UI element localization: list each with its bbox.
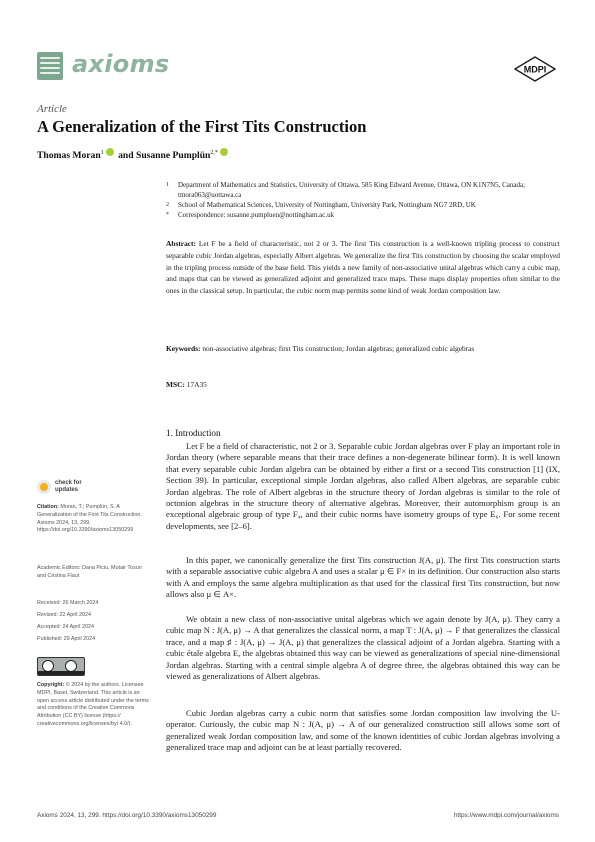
author-name[interactable]: Susanne Pumplün — [135, 150, 211, 161]
check-updates-line: check for — [55, 480, 82, 486]
body-paragraph: We obtain a new class of non-associative unital algebras which we again denote by J(A, μ). They carry a cubic map N : J(A, μ) → A that generalizes the classical norm, a map T : J(A, μ) → F that generalizes the classical trace, and a map ♯ : J(A, μ) → J(A, μ) that generalizes the classical adjoint of a Jordan algebra. Starting with a cubic étale algebra E, the algebras obtained this way can be viewed as generalizations of special nine-dimensional Jordan algebras. Starting with a central simple algebra A of degree three, the algebras obtained this way can be viewed as generalizations of Albert algebras. — [166, 614, 560, 682]
cc-by-license-icon[interactable] — [37, 657, 85, 676]
accepted-date: Accepted: 24 April 2024 — [37, 624, 94, 630]
revised-date: Revised: 22 April 2024 — [37, 612, 91, 618]
copyright-text: © 2024 by the authors. Licensee MDPI, Basel, Switzerland. This article is an open access article distributed under the terms and conditions of the Creative Commons Attribution (CC BY) license (https:// creativecommons.org/licenses/by/ 4.0/). — [37, 682, 149, 727]
journal-logo-icon — [37, 52, 63, 80]
check-for-updates-button[interactable] — [37, 480, 107, 500]
keywords — [166, 343, 560, 355]
footer-citation-link[interactable]: Axioms 2024, 13, 299. https://doi.org/10.3390/axioms13050299 — [37, 812, 217, 819]
citation-text: Moran, T.; Pumplün, S. A Generalization of the First Tits Construction. Axioms 2024, 13, 299. https://doi.org/10.3390/axioms13050299 — [37, 504, 142, 534]
citation — [37, 504, 152, 535]
author-connector: and — [118, 150, 134, 161]
author-list — [37, 148, 230, 161]
section-heading: 1. Introduction — [166, 428, 221, 438]
keywords-text: non-associative algebras; first Tits construction; Jordan algebras; generalized cubic algebras — [202, 344, 475, 353]
body-paragraph: In this paper, we canonically generalize the first Tits construction J(A, μ). The first Tits construction starts with a separable associative cubic algebra A and uses a scalar μ ∈ F× in its definition. Our construction also starts with A and employs the same algebra multiplication as that used for the classical first Tits construction, but now allows also μ ∈ A×. — [166, 555, 560, 600]
orcid-icon[interactable] — [106, 148, 114, 156]
received-date: Received: 26 March 2024 — [37, 600, 99, 606]
check-updates-icon — [37, 480, 51, 494]
abstract — [166, 238, 560, 297]
msc-label: MSC: — [166, 380, 185, 389]
keywords-label: Keywords: — [166, 344, 201, 353]
copyright-label: Copyright: — [37, 682, 65, 688]
author-name[interactable]: Thomas Moran — [37, 150, 101, 161]
author-affiliation-ref: 2,* — [210, 149, 218, 156]
orcid-icon[interactable] — [220, 148, 228, 156]
msc-classification — [166, 380, 207, 389]
check-updates-line: updates — [55, 487, 79, 493]
body-paragraph: Cubic Jordan algebras carry a cubic norm that satisfies some Jordan composition law involving the U-operator. Curiously, the cubic map N : J(A, μ) → A of our generalized construction still allows some sort of generalized weak Jordan composition law, and some of the known identities of cubic Jordan algebras involving a generalized trace map and adjoint can be at least partially recovered. — [166, 708, 560, 753]
abstract-text: Let F be a field of characteristic, not 2 or 3. The first Tits construction is a well-known tripling process to construct separable cubic Jordan algebras, especially Albert algebras. We generalize the first Tits construction by choosing the scalar employed in the tripling process outside of the base field. This yields a new family of non-associative unital algebras which carry a cubic map, and maps that can be viewed as generalized adjoint and generalized trace maps. These maps display properties often similar to the ones in the classical setup. In particular, the cubic norm map permits some kind of weak Jordan composition law. — [166, 239, 560, 296]
correspondence: * Correspondence: susanne.pumpluen@nottingham.ac.uk — [166, 211, 335, 219]
mdpi-logo-text: MDPI — [523, 64, 547, 75]
article-type: Article — [37, 103, 67, 115]
affiliation: 2 School of Mathematical Sciences, University of Nottingham, University Park, Nottingham NG7 2RD, UK — [166, 201, 476, 209]
msc-text: 17A35 — [186, 380, 207, 389]
journal-name[interactable]: axioms — [72, 50, 170, 78]
footer-journal-link[interactable]: https://www.mdpi.com/journal/axioms — [453, 812, 559, 819]
abstract-label: Abstract: — [166, 239, 196, 248]
affiliation: 1 Department of Mathematics and Statistics, University of Ottawa, 585 King Edward Avenue, Ottawa, ON K1N7N5, Canada; tmora063@uottawa.ca — [166, 181, 526, 199]
copyright — [37, 682, 152, 729]
published-date: Published: 29 April 2024 — [37, 636, 96, 642]
page-title: A Generalization of the First Tits Construction — [37, 117, 367, 136]
author-affiliation-ref: 1 — [100, 149, 104, 156]
body-paragraph: Let F be a field of characteristic, not 2 or 3. Separable cubic Jordan algebras over F play an important role in Jordan theory (where separable means that their trace defines a non-degenerate bilinear form). It is well known that every separable cubic Jordan algebra can be obtained by either a first or a second Tits construction [1] (IX, Section 39). In particular, exceptional simple Jordan algebras, also called Albert algebras, are separable cubic Jordan algebras. The role of Albert algebras in the structure theory of Jordan algebras is similar to the role of octonion algebras in the structure theory of alternative algebras. Moreover, their automorphism group is an exceptional algebraic group of type F₄, and their cubic norms have isometry groups of type E₆. For some recent developments, see [2–6]. — [166, 441, 560, 531]
academic-editors: Academic Editors: Dana Piciu, Mutair Tosun and Cristina Flaut — [37, 565, 142, 579]
citation-label: Citation: — [37, 504, 59, 510]
mdpi-logo-icon[interactable] — [514, 56, 556, 82]
